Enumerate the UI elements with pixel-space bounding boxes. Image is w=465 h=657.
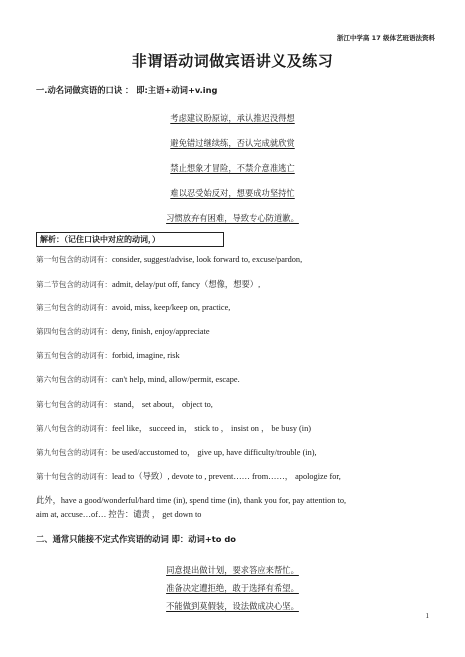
rhyme-text: 不能做到莫假装，设法做成决心坚。 [166,601,299,611]
section-1-heading: 一.动名词做宾语的口诀 ： 即:主语+动词+v.ing [36,85,218,95]
rhyme-text: 同意提出做计划，要求答应来帮忙。 [166,565,299,575]
verb-line-prefix: 第五句包含的动词有： [36,351,112,360]
verb-line-words: lead to（导致）, devote to , prevent…… from……， apologize for, [111,472,341,481]
verb-line-prefix: 第二节包含的动词有： [36,280,112,289]
rhyme2-line-1 [0,558,465,577]
verb-line-prefix: 第八句包含的动词有： [36,424,112,433]
continuation-line-2: aim at, accuse…of… 控告：谴责 ， get down to [36,510,202,519]
rhyme-text: 考虑建议盼原谅，承认推迟没得想 [170,113,295,123]
verb-line-4 [36,326,210,337]
rhyme-line-1 [0,106,465,125]
document-title: 非谓语动词做宾语讲义及练习 [131,52,334,70]
header-note: 浙江中学高 17 级体艺班语法资料 [336,34,435,42]
verb-line-9 [36,446,317,458]
verb-line-words: avoid, miss, keep/keep on, practice, [111,303,231,312]
verb-line-1 [36,254,302,265]
verb-line-prefix: 第六句包含的动词有： [36,375,112,384]
rhyme-line-3 [0,156,465,175]
verb-line-prefix: 第三句包含的动词有： [36,303,112,312]
verb-line-10 [36,470,341,482]
verb-line-8 [36,422,311,434]
page-number: 1 [425,612,429,620]
verb-line-words: forbid, imagine, risk [111,351,180,360]
verb-line-5 [36,350,180,361]
rhyme2-line-2 [0,576,465,595]
verb-line-words: deny, finish, enjoy/appreciate [111,327,210,336]
continuation-line-1: 此外，have a good/wonderful/hard time (in), spend time (in), thank you for, pay attention to, [36,496,347,505]
section-2-heading: 二、通常只能接不定式作宾语的动词 即：动词+to do [36,534,236,544]
verb-line-2 [36,278,260,290]
verb-line-prefix: 第一句包含的动词有： [36,255,112,264]
analysis-label-box [36,232,224,247]
rhyme2-line-3 [0,594,465,613]
verb-line-words: can't help, mind, allow/permit, escape. [111,375,240,384]
verb-line-prefix: 第七句包含的动词有： [36,400,112,409]
rhyme-text: 习惯放弃有困难，导致专心防道歉。 [166,213,299,223]
verb-line-words: stand， set about， object to, [111,400,213,409]
rhyme-text: 避免错过继续练，否认完成就欣赏 [170,138,295,148]
verb-line-words: admit, delay/put off, fancy（想像，想要）, [111,280,261,289]
verb-line-words: be used/accustomed to， give up, have difficulty/trouble (in), [111,448,317,457]
analysis-label: 解析：（记住口诀中对应的动词，） [40,235,160,244]
verb-line-words: feel like， succeed in， stick to ， insist on ， be busy (in) [111,424,312,433]
verb-line-prefix: 第十句包含的动词有： [36,472,112,481]
rhyme-text: 准备决定遭拒绝，敢于选择有希望。 [166,583,299,593]
rhyme-line-5 [0,206,465,225]
verb-line-words: consider, suggest/advise, look forward to, excuse/pardon, [111,255,303,264]
rhyme-line-4 [0,181,465,200]
verb-line-7 [36,398,213,410]
rhyme-text: 难以忍受始反对，想要成功坚持忙 [170,188,295,198]
verb-line-prefix: 第九句包含的动词有： [36,448,112,457]
verb-line-3 [36,302,230,313]
verb-line-6 [36,374,240,385]
rhyme-text: 禁止想象才冒险，不禁介意准逃亡 [170,163,295,173]
rhyme-line-2 [0,131,465,150]
verb-line-prefix: 第四句包含的动词有： [36,327,112,336]
